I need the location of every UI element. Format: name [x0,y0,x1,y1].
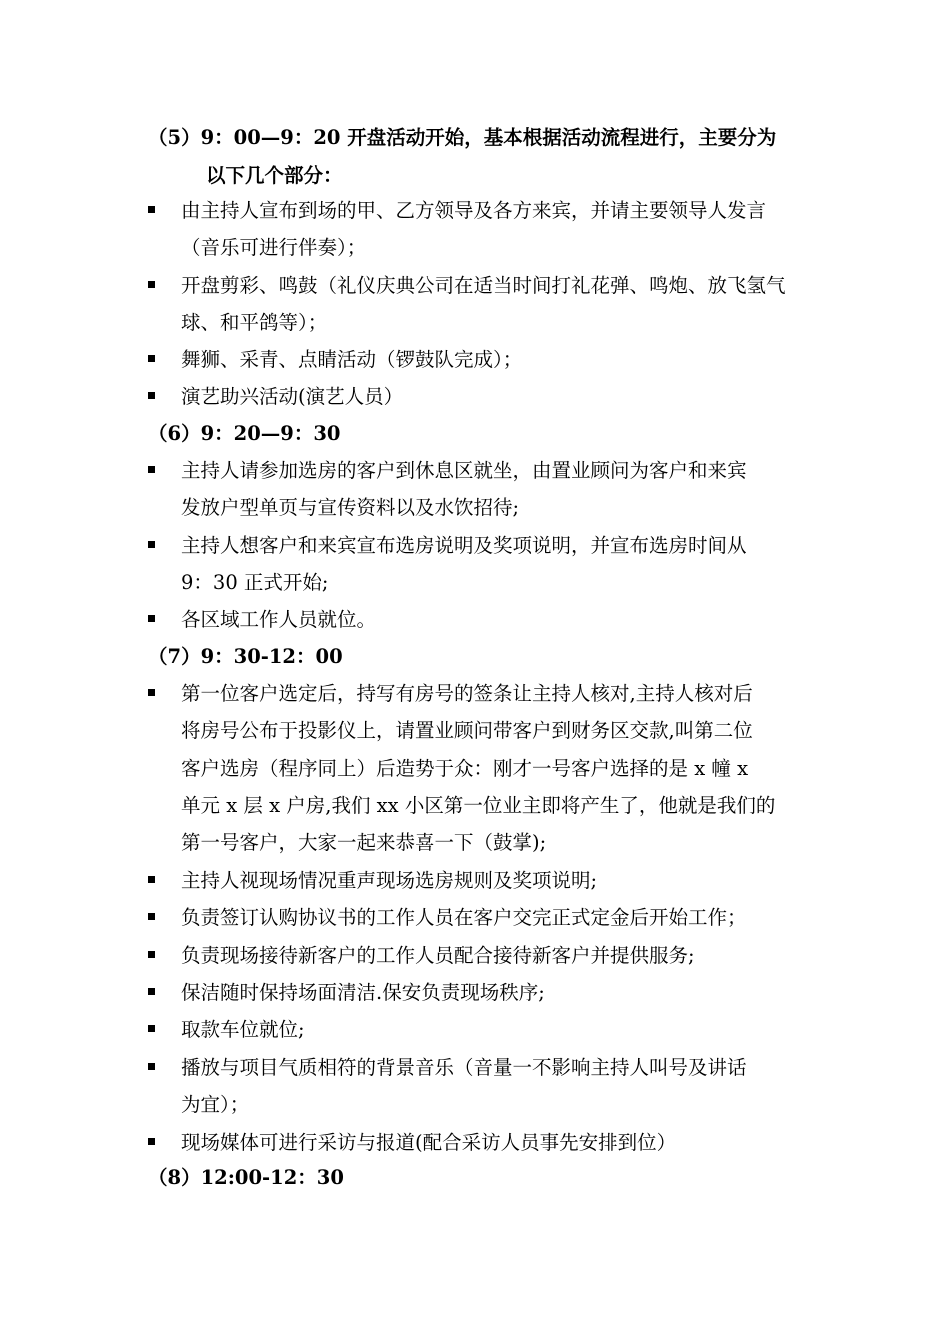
list-item: 负责现场接待新客户的工作人员配合接待新客户并提供服务; [181,944,695,967]
list-item-cont: 单元 x 层 x 户房,我们 xx 小区第一位业主即将产生了，他就是我们的 [181,794,776,817]
bullet-icon [148,876,155,883]
list-item: 第一位客户选定后，持写有房号的签条让主持人核对,主持人核对后 [181,682,753,705]
list-item-cont: 第一号客户，大家一起来恭喜一下（鼓掌); [181,831,547,854]
list-item: 演艺助兴活动(演艺人员） [181,385,404,408]
bullet-icon [148,281,155,288]
list-item-cont: 客户选房（程序同上）后造势于众：刚才一号客户选择的是 x 幢 x [181,757,749,780]
bullet-icon [148,541,155,548]
section-heading: （6）9：20—9：30 [148,422,341,445]
list-item: 舞狮、采青、点睛活动（锣鼓队完成）； [181,348,523,371]
section-heading-cont: 以下几个部分： [206,164,343,187]
bullet-icon [148,206,155,213]
list-item: 现场媒体可进行采访与报道(配合采访人员事先安排到位） [181,1131,677,1154]
bullet-icon [148,466,155,473]
bullet-icon [148,951,155,958]
section-heading: （8）12:00-12：30 [148,1166,344,1189]
list-item: 取款车位就位; [181,1018,305,1041]
list-item: 保洁随时保持场面清洁.保安负责现场秩序; [181,981,545,1004]
list-item-cont: 球、和平鸽等）； [181,311,328,334]
bullet-icon [148,689,155,696]
list-item: 由主持人宣布到场的甲、乙方领导及各方来宾，并请主要领导人发言 [181,199,767,222]
list-item: 负责签订认购协议书的工作人员在客户交完正式定金后开始工作； [181,906,747,929]
list-item: 主持人视现场情况重声现场选房规则及奖项说明; [181,869,598,892]
section-heading: （5）9：00—9：20 开盘活动开始，基本根据活动流程进行，主要分为 [148,126,777,149]
list-item: 开盘剪彩、鸣鼓（礼仪庆典公司在适当时间打礼花弹、鸣炮、放飞氢气 [181,274,786,297]
list-item-cont: 将房号公布于投影仪上，请置业顾问带客户到财务区交款,叫第二位 [181,719,753,742]
list-item: 主持人想客户和来宾宣布选房说明及奖项说明，并宣布选房时间从 [181,534,747,557]
bullet-icon [148,355,155,362]
bullet-icon [148,988,155,995]
list-item-cont: 发放户型单页与宣传资料以及水饮招待; [181,496,520,519]
list-item: 各区域工作人员就位。 [181,608,377,631]
list-item: 播放与项目气质相符的背景音乐（音量一不影响主持人叫号及讲话 [181,1056,747,1079]
bullet-icon [148,392,155,399]
section-heading: （7）9：30-12：00 [148,645,343,668]
list-item-cont: （音乐可进行伴奏）； [181,236,367,259]
list-item: 主持人请参加选房的客户到休息区就坐，由置业顾问为客户和来宾 [181,459,747,482]
bullet-icon [148,615,155,622]
list-item-cont: 为宜）； [181,1093,250,1116]
list-item-cont: 9：30 正式开始; [181,571,329,594]
bullet-icon [148,1063,155,1070]
bullet-icon [148,1025,155,1032]
bullet-icon [148,1138,155,1145]
bullet-icon [148,913,155,920]
